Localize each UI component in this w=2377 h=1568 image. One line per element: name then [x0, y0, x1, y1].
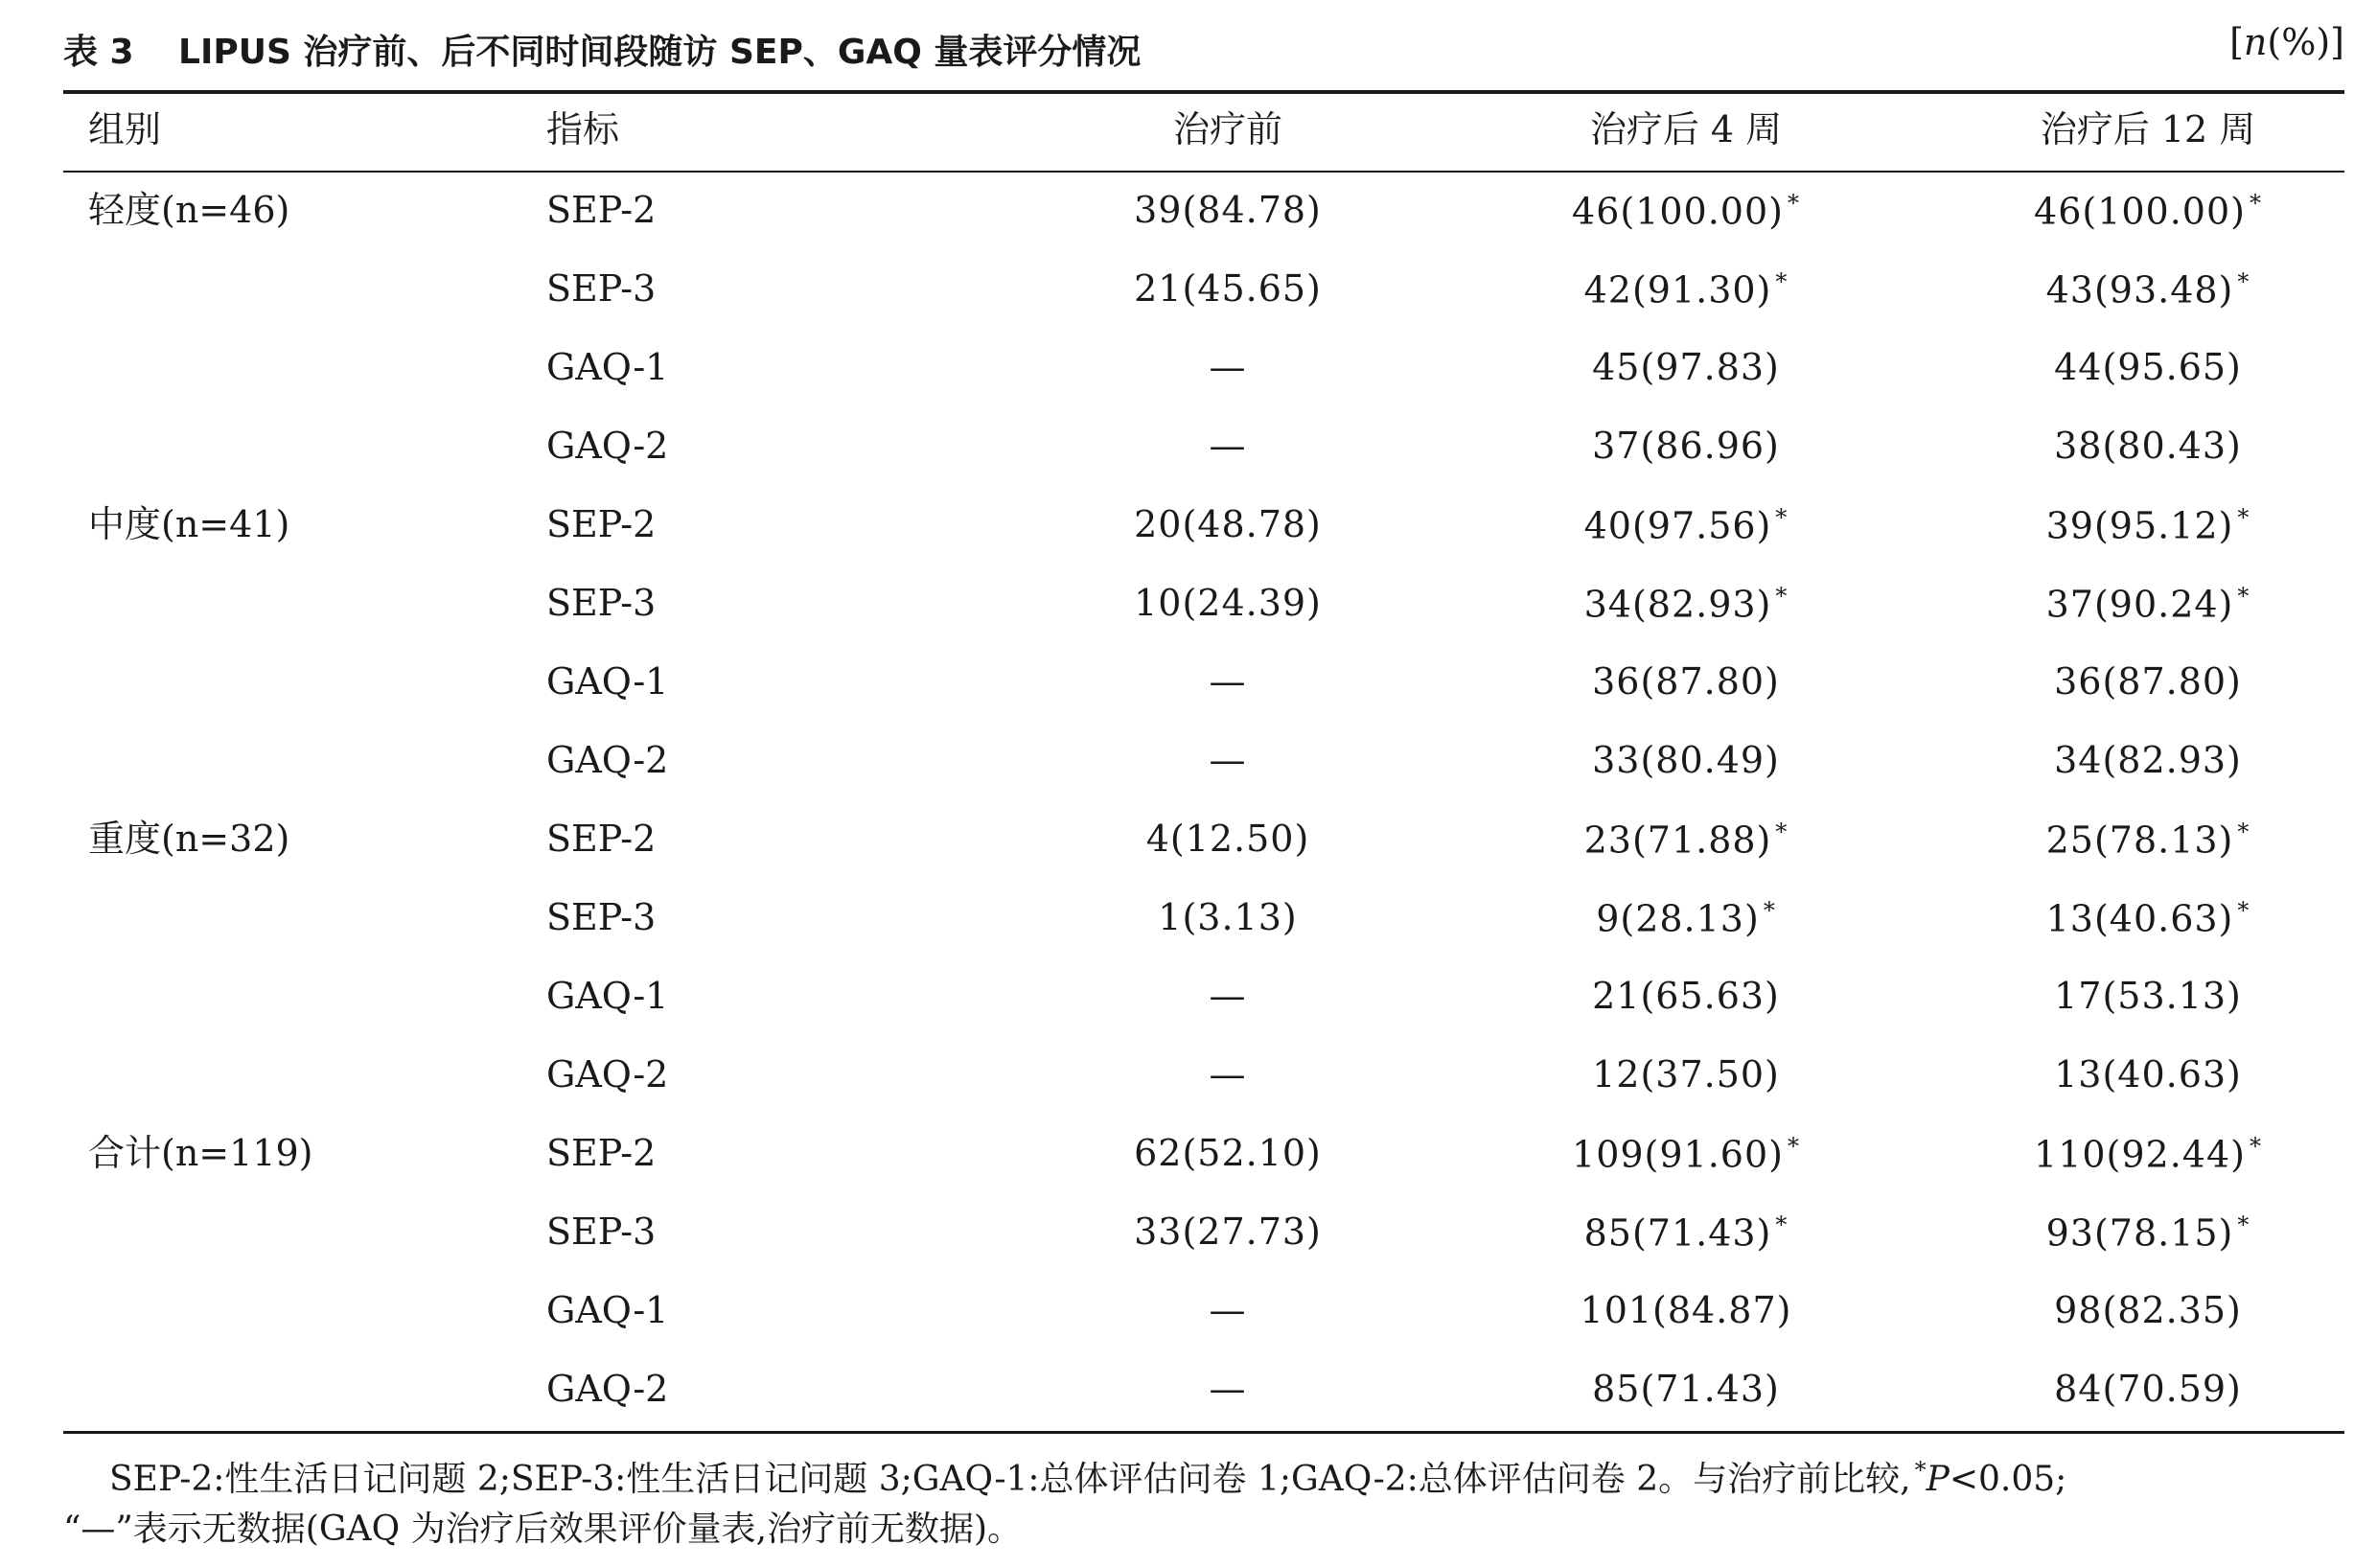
indicator-cell: SEP-2	[546, 189, 657, 231]
cell-value: 12(37.50)	[1592, 1053, 1780, 1095]
significance-star: *	[2237, 583, 2250, 610]
header-group: 组别	[88, 108, 162, 150]
cell-value: 40(97.56)	[1583, 504, 1772, 547]
cell-value: 93(78.15)	[2045, 1211, 2234, 1255]
pre-treatment-cell: —	[1209, 739, 1247, 781]
week12-cell	[1966, 739, 2330, 781]
table-row	[63, 251, 2344, 330]
week12-cell	[1966, 504, 2330, 547]
table-row	[63, 1116, 2344, 1194]
indicator-cell: GAQ-1	[546, 975, 669, 1017]
table-row	[63, 565, 2344, 644]
significance-star: *	[1775, 819, 1789, 845]
table-row	[63, 173, 2344, 251]
group-cell: 中度(n=41)	[88, 503, 290, 545]
unit-n: n	[2243, 21, 2268, 63]
week12-cell	[1966, 190, 2330, 233]
cell-value: 46(100.00)	[1572, 190, 1784, 233]
table-body	[63, 173, 2344, 1430]
week12-cell	[1966, 1368, 2330, 1410]
week12-cell	[1966, 270, 2330, 309]
week12-cell	[1966, 660, 2330, 703]
week4-cell	[1504, 1053, 1868, 1095]
indicator-cell: SEP-2	[546, 818, 657, 860]
week12-cell	[1966, 1211, 2330, 1255]
cell-value: 42(91.30)	[1583, 268, 1772, 311]
header-week12: 治疗后 12 周	[2040, 108, 2256, 150]
significance-star: *	[1787, 190, 1800, 217]
pre-treatment-cell: 10(24.39)	[1134, 582, 1322, 624]
significance-star: *	[2237, 504, 2250, 531]
week4-cell	[1504, 739, 1868, 781]
header-indicator: 指标	[546, 108, 620, 150]
week12-cell	[1966, 975, 2330, 1017]
week4-cell	[1504, 583, 1868, 626]
indicator-cell: SEP-3	[546, 1211, 657, 1253]
significance-star: *	[2249, 190, 2262, 217]
table-row	[63, 487, 2344, 565]
unit-rest: (%)]	[2267, 21, 2344, 63]
pre-treatment-cell: 39(84.78)	[1134, 189, 1322, 231]
significance-star: *	[1775, 583, 1789, 610]
significance-star: *	[1775, 268, 1789, 295]
indicator-cell: GAQ-1	[546, 660, 669, 703]
indicator-cell: GAQ-2	[546, 425, 669, 467]
significance-star: *	[2237, 819, 2250, 845]
significance-star: *	[1763, 897, 1776, 924]
cell-value: 21(65.63)	[1592, 975, 1780, 1017]
header-pre: 治疗前	[1172, 108, 1282, 150]
indicator-cell: SEP-2	[546, 503, 657, 545]
bottom-rule	[63, 1431, 2344, 1434]
cell-value: 110(92.44)	[2034, 1133, 2246, 1176]
indicator-cell: GAQ-2	[546, 1053, 669, 1095]
footnote-p-value: <0.05;	[1949, 1460, 2067, 1499]
cell-value: 109(91.60)	[1572, 1133, 1784, 1176]
indicator-cell: GAQ-2	[546, 739, 669, 781]
week12-cell	[1966, 583, 2330, 626]
pre-treatment-cell: 33(27.73)	[1134, 1211, 1322, 1253]
footnote-star: *	[1914, 1457, 1927, 1484]
week4-cell	[1504, 1211, 1868, 1255]
table-caption	[63, 21, 2344, 79]
cell-value: 13(40.63)	[2054, 1053, 2242, 1095]
table-row	[63, 723, 2344, 801]
cell-value: 36(87.80)	[1592, 660, 1780, 703]
week4-cell	[1504, 346, 1868, 388]
table-row	[63, 801, 2344, 880]
cell-value: 84(70.59)	[2054, 1368, 2242, 1410]
pre-treatment-cell: —	[1209, 975, 1247, 1017]
cell-value: 98(82.35)	[2054, 1289, 2242, 1331]
table-row	[63, 880, 2344, 958]
table-row	[63, 644, 2344, 723]
week4-cell	[1504, 190, 1868, 233]
table-row	[63, 1194, 2344, 1273]
indicator-cell: SEP-3	[546, 896, 657, 938]
week4-cell	[1504, 819, 1868, 862]
significance-star: *	[2249, 1133, 2262, 1160]
week4-cell	[1504, 270, 1868, 309]
group-cell: 重度(n=32)	[88, 818, 290, 860]
cell-value: 36(87.80)	[2054, 660, 2242, 703]
week4-cell	[1504, 897, 1868, 940]
pre-treatment-cell: —	[1209, 1053, 1247, 1095]
cell-value: 9(28.13)	[1596, 897, 1760, 940]
header-week4: 治疗后 4 周	[1589, 108, 1783, 150]
week12-cell	[1966, 819, 2330, 862]
pre-treatment-cell: —	[1209, 346, 1247, 388]
cell-value: 85(71.43)	[1592, 1368, 1780, 1410]
week4-cell	[1504, 975, 1868, 1017]
indicator-cell: SEP-3	[546, 267, 657, 310]
week4-cell	[1504, 1368, 1868, 1410]
cell-value: 46(100.00)	[2034, 190, 2246, 233]
top-rule	[63, 90, 2344, 94]
indicator-cell: GAQ-1	[546, 1289, 669, 1331]
table-row	[63, 1037, 2344, 1116]
week4-cell	[1504, 1133, 1868, 1176]
table-unit	[2229, 21, 2344, 63]
unit-open: [	[2229, 21, 2244, 63]
week4-cell	[1504, 660, 1868, 703]
significance-star: *	[1787, 1133, 1800, 1160]
cell-value: 37(90.24)	[2045, 583, 2234, 626]
footnote-definitions: SEP-2:性生活日记问题 2;SEP-3:性生活日记问题 3;GAQ-1:总体评估问卷 1;GAQ-2:总体评估问卷 2。与治疗前比较,	[109, 1460, 1911, 1499]
pre-treatment-cell: —	[1209, 1368, 1247, 1410]
week12-cell	[1966, 1053, 2330, 1095]
group-cell: 合计(n=119)	[88, 1132, 313, 1174]
cell-value: 34(82.93)	[1583, 583, 1772, 626]
cell-value: 44(95.65)	[2054, 346, 2242, 388]
table-number: 表 3	[63, 33, 134, 72]
week12-cell	[1966, 1133, 2330, 1176]
pre-treatment-cell: 21(45.65)	[1134, 267, 1322, 310]
pre-treatment-cell: 4(12.50)	[1145, 818, 1310, 860]
cell-value: 13(40.63)	[2045, 897, 2234, 940]
cell-value: 23(71.88)	[1583, 819, 1772, 862]
cell-value: 39(95.12)	[2045, 504, 2234, 547]
pre-treatment-cell: 62(52.10)	[1134, 1132, 1322, 1174]
cell-value: 101(84.87)	[1580, 1289, 1792, 1331]
indicator-cell: SEP-3	[546, 582, 657, 624]
table-row	[63, 1273, 2344, 1351]
week12-cell	[1966, 425, 2330, 467]
pre-treatment-cell: 20(48.78)	[1134, 503, 1322, 545]
group-cell: 轻度(n=46)	[88, 189, 290, 231]
table-footnote	[63, 1445, 2344, 1555]
cell-value: 37(86.96)	[1592, 425, 1780, 467]
cell-value: 33(80.49)	[1592, 739, 1780, 781]
week4-cell	[1504, 1289, 1868, 1331]
cell-value: 17(53.13)	[2054, 975, 2242, 1017]
table-row	[63, 1351, 2344, 1430]
significance-star: *	[2237, 1211, 2250, 1238]
significance-star: *	[1775, 1211, 1789, 1238]
pre-treatment-cell: —	[1209, 660, 1247, 703]
pre-treatment-cell: —	[1209, 425, 1247, 467]
week12-cell	[1966, 346, 2330, 388]
week12-cell	[1966, 897, 2330, 940]
week4-cell	[1504, 504, 1868, 547]
cell-value: 25(78.13)	[2045, 819, 2234, 862]
table-row	[63, 330, 2344, 408]
pre-treatment-cell: 1(3.13)	[1158, 896, 1298, 938]
footnote-p: P	[1926, 1460, 1950, 1499]
indicator-cell: SEP-2	[546, 1132, 657, 1174]
pre-treatment-cell: —	[1209, 1289, 1247, 1331]
significance-star: *	[2237, 897, 2250, 924]
cell-value: 85(71.43)	[1583, 1211, 1772, 1255]
table-row	[63, 958, 2344, 1037]
cell-value: 43(93.48)	[2045, 268, 2234, 311]
footnote-line-1	[63, 1445, 2344, 1505]
cell-value: 45(97.83)	[1592, 346, 1780, 388]
cell-value: 34(82.93)	[2054, 739, 2242, 781]
indicator-cell: GAQ-1	[546, 346, 669, 388]
indicator-cell: GAQ-2	[546, 1368, 669, 1410]
week4-cell	[1504, 425, 1868, 467]
cell-value: 38(80.43)	[2054, 425, 2242, 467]
week12-cell	[1966, 1289, 2330, 1331]
significance-star: *	[1775, 504, 1789, 531]
footnote-line-2: “—”表示无数据(GAQ 为治疗后效果评价量表,治疗前无数据)。	[63, 1510, 1023, 1549]
table-header	[63, 96, 2344, 171]
table-title: LIPUS 治疗前、后不同时间段随访 SEP、GAQ 量表评分情况	[178, 33, 1142, 72]
significance-star: *	[2237, 268, 2250, 295]
table-row	[63, 408, 2344, 487]
